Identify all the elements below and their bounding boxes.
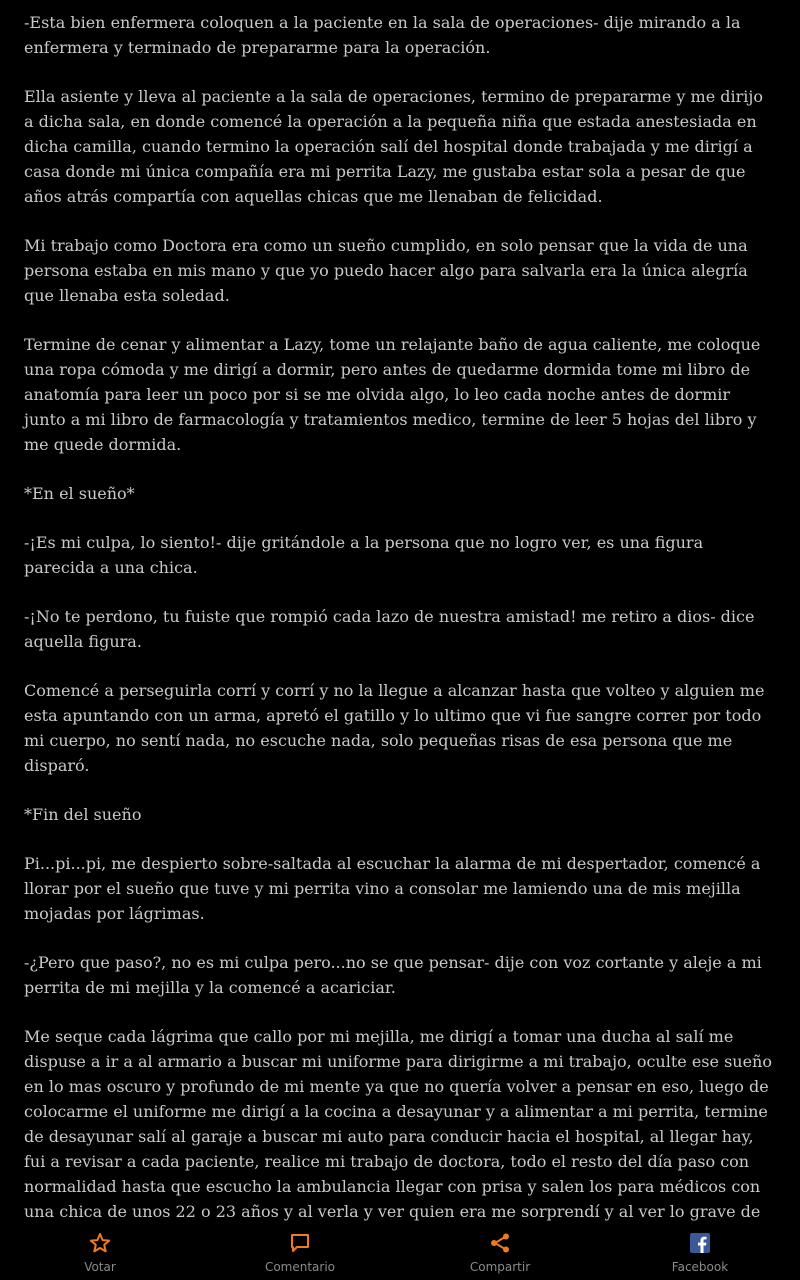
comment-button[interactable]	[200, 1222, 400, 1280]
story-paragraph: Mi trabajo como Doctora era como un sueño cumplido, en solo pensar que la vida de una persona estaba en mis mano y que yo puedo hacer algo para salvarla era la única alegría que llenaba esta soledad.	[24, 236, 748, 305]
share-label: Compartir	[469, 1260, 531, 1274]
story-text	[24, 10, 776, 1221]
vote-label: Votar	[84, 1260, 116, 1274]
story-paragraph: -Esta bien enfermera coloquen a la paciente en la sala de operaciones- dije mirando a la enfermera y terminado de prepararme para la operación.	[24, 13, 741, 57]
facebook-button[interactable]	[600, 1222, 800, 1280]
bottom-action-bar	[0, 1222, 800, 1280]
story-paragraph: -¡No te perdono, tu fuiste que rompió cada lazo de nuestra amistad! me retiro a dios- dice aquella figura.	[24, 607, 755, 651]
story-paragraph: Comencé a perseguirla corrí y corrí y no la llegue a alcanzar hasta que volteo y alguien me esta apuntando con un arma, apretó el gatillo y lo ultimo que vi fue sangre correr por todo mi cuerpo, no sentí nada, no escuche nada, solo pequeñas risas de esa persona que me disparó.	[24, 681, 765, 775]
share-icon	[488, 1231, 512, 1255]
story-paragraph: *Fin del sueño	[24, 805, 142, 824]
comment-icon	[288, 1231, 312, 1255]
share-button[interactable]	[400, 1222, 600, 1280]
story-paragraph: *En el sueño*	[24, 484, 135, 503]
star-icon	[88, 1231, 112, 1255]
story-paragraph: -¡Es mi culpa, lo siento!- dije gritándole a la persona que no logro ver, es una figura parecida a una chica.	[24, 533, 704, 577]
story-paragraph: Pi...pi...pi, me despierto sobre-saltada al escuchar la alarma de mi despertador, comencé a llorar por el sueño que tuve y mi perrita vino a consolar me lamiendo una de mis mejilla mojadas por lágrimas.	[24, 854, 761, 923]
story-paragraph: Termine de cenar y alimentar a Lazy, tome un relajante baño de agua caliente, me coloque una ropa cómoda y me dirigí a dormir, pero antes de quedarme dormida tome mi libro de anatomía para leer un poco por si se me olvida algo, lo leo cada noche antes de dormir junto a mi libro de farmacología y tratamientos medico, termine de leer 5 hojas del libro y me quede dormida.	[24, 335, 761, 454]
facebook-label: Facebook	[671, 1260, 729, 1274]
story-paragraph: Me seque cada lágrima que callo por mi mejilla, me dirigí a tomar una ducha al salí me dispuse a ir a al armario a buscar mi uniforme para dirigirme a mi trabajo, oculte ese sueño en lo mas oscuro y profundo de mi mente ya que no quería volver a pensar en eso, luego de colocarme el uniforme me dirigí a la cocina a desayunar y a alimentar a mi perrita, termine de desayunar salí al garaje a buscar mi auto para conducir hacia el hospital, al llegar hay, fui a revisar a cada paciente, realice mi trabajo de doctora, todo el resto del día paso con normalidad hasta que escucho la ambulancia llegar con prisa y salen los para médicos con una chica de unos 22 o 23 años y al verla y ver quien era me sorprendí y al ver lo grave de	[24, 1027, 772, 1221]
story-paragraph: -¿Pero que paso?, no es mi culpa pero...no se que pensar- dije con voz cortante y aleje a mi perrita de mi mejilla y la comencé a acariciar.	[24, 953, 762, 997]
vote-button[interactable]	[0, 1222, 200, 1280]
story-paragraph: Ella asiente y lleva al paciente a la sala de operaciones, termino de prepararme y me dirijo a dicha sala, en donde comencé la operación a la pequeña niña que estada anestesiada en dicha camilla, cuando termino la operación salí del hospital donde trabajada y me dirigí a casa donde mi única compañía era mi perrita Lazy, me gustaba estar sola a pesar de que años atrás compartía con aquellas chicas que me llenaban de felicidad.	[24, 87, 763, 206]
facebook-icon	[688, 1231, 712, 1255]
comment-label: Comentario	[264, 1260, 336, 1274]
